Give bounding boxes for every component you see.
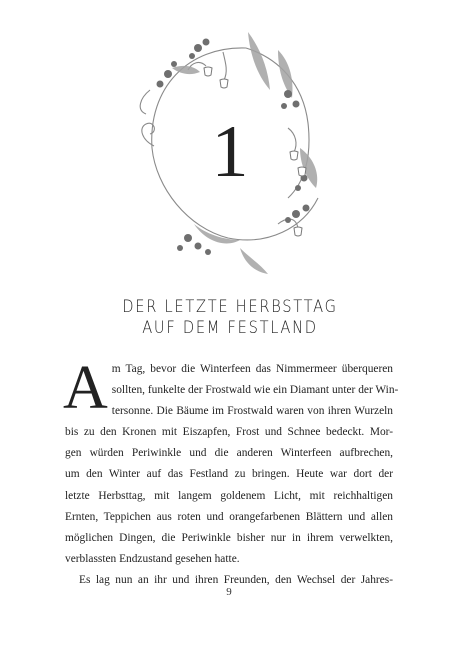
paragraph-1 xyxy=(63,354,399,570)
text-line: Ernten, Teppichen aus roten und orangefarbenen Blättern und allen xyxy=(65,510,393,523)
text-line: gen würden Periwinkle und die anderen Winterfeen aufbrechen, xyxy=(65,447,393,460)
text-line: m Tag, bevor die Winterfeen das Nimmermeer überqueren xyxy=(111,363,393,375)
text-line: möglichen Dingen, die Periwinkle bisher nur in ihrem verwelkten, xyxy=(65,531,393,544)
chapter-number: 1 xyxy=(211,111,249,193)
text-line: Es lag nun an ihr und ihren Freunden, den Wechsel der Jahres- xyxy=(79,573,393,586)
text-line: letzte Herbsttag, mit langem goldenem Licht, mit reichhaltigen xyxy=(65,489,393,502)
drop-cap: A xyxy=(63,354,108,422)
text-line: bis zu den Kronen mit Eiszapfen, Frost und Schnee bedeckt. Mor- xyxy=(65,426,393,439)
text-line: sollten, funkelte der Frostwald wie ein Diamant unter der Win- xyxy=(111,384,399,397)
text-line: tersonne. Die Bäume im Frostwald waren von ihren Wurzeln xyxy=(111,405,393,418)
chapter-body xyxy=(63,354,399,591)
text-line: um den Winter auf das Festland zu bringen. Heute war dort der xyxy=(65,468,393,481)
chapter-title-line-1: DER LETZTE HERBSTTAG xyxy=(122,297,338,317)
chapter-title-line-2: AUF DEM FESTLAND xyxy=(142,318,318,338)
page-number: 9 xyxy=(226,586,232,598)
text-line: verblassten Endzustand gesehen hatte. xyxy=(65,552,240,565)
